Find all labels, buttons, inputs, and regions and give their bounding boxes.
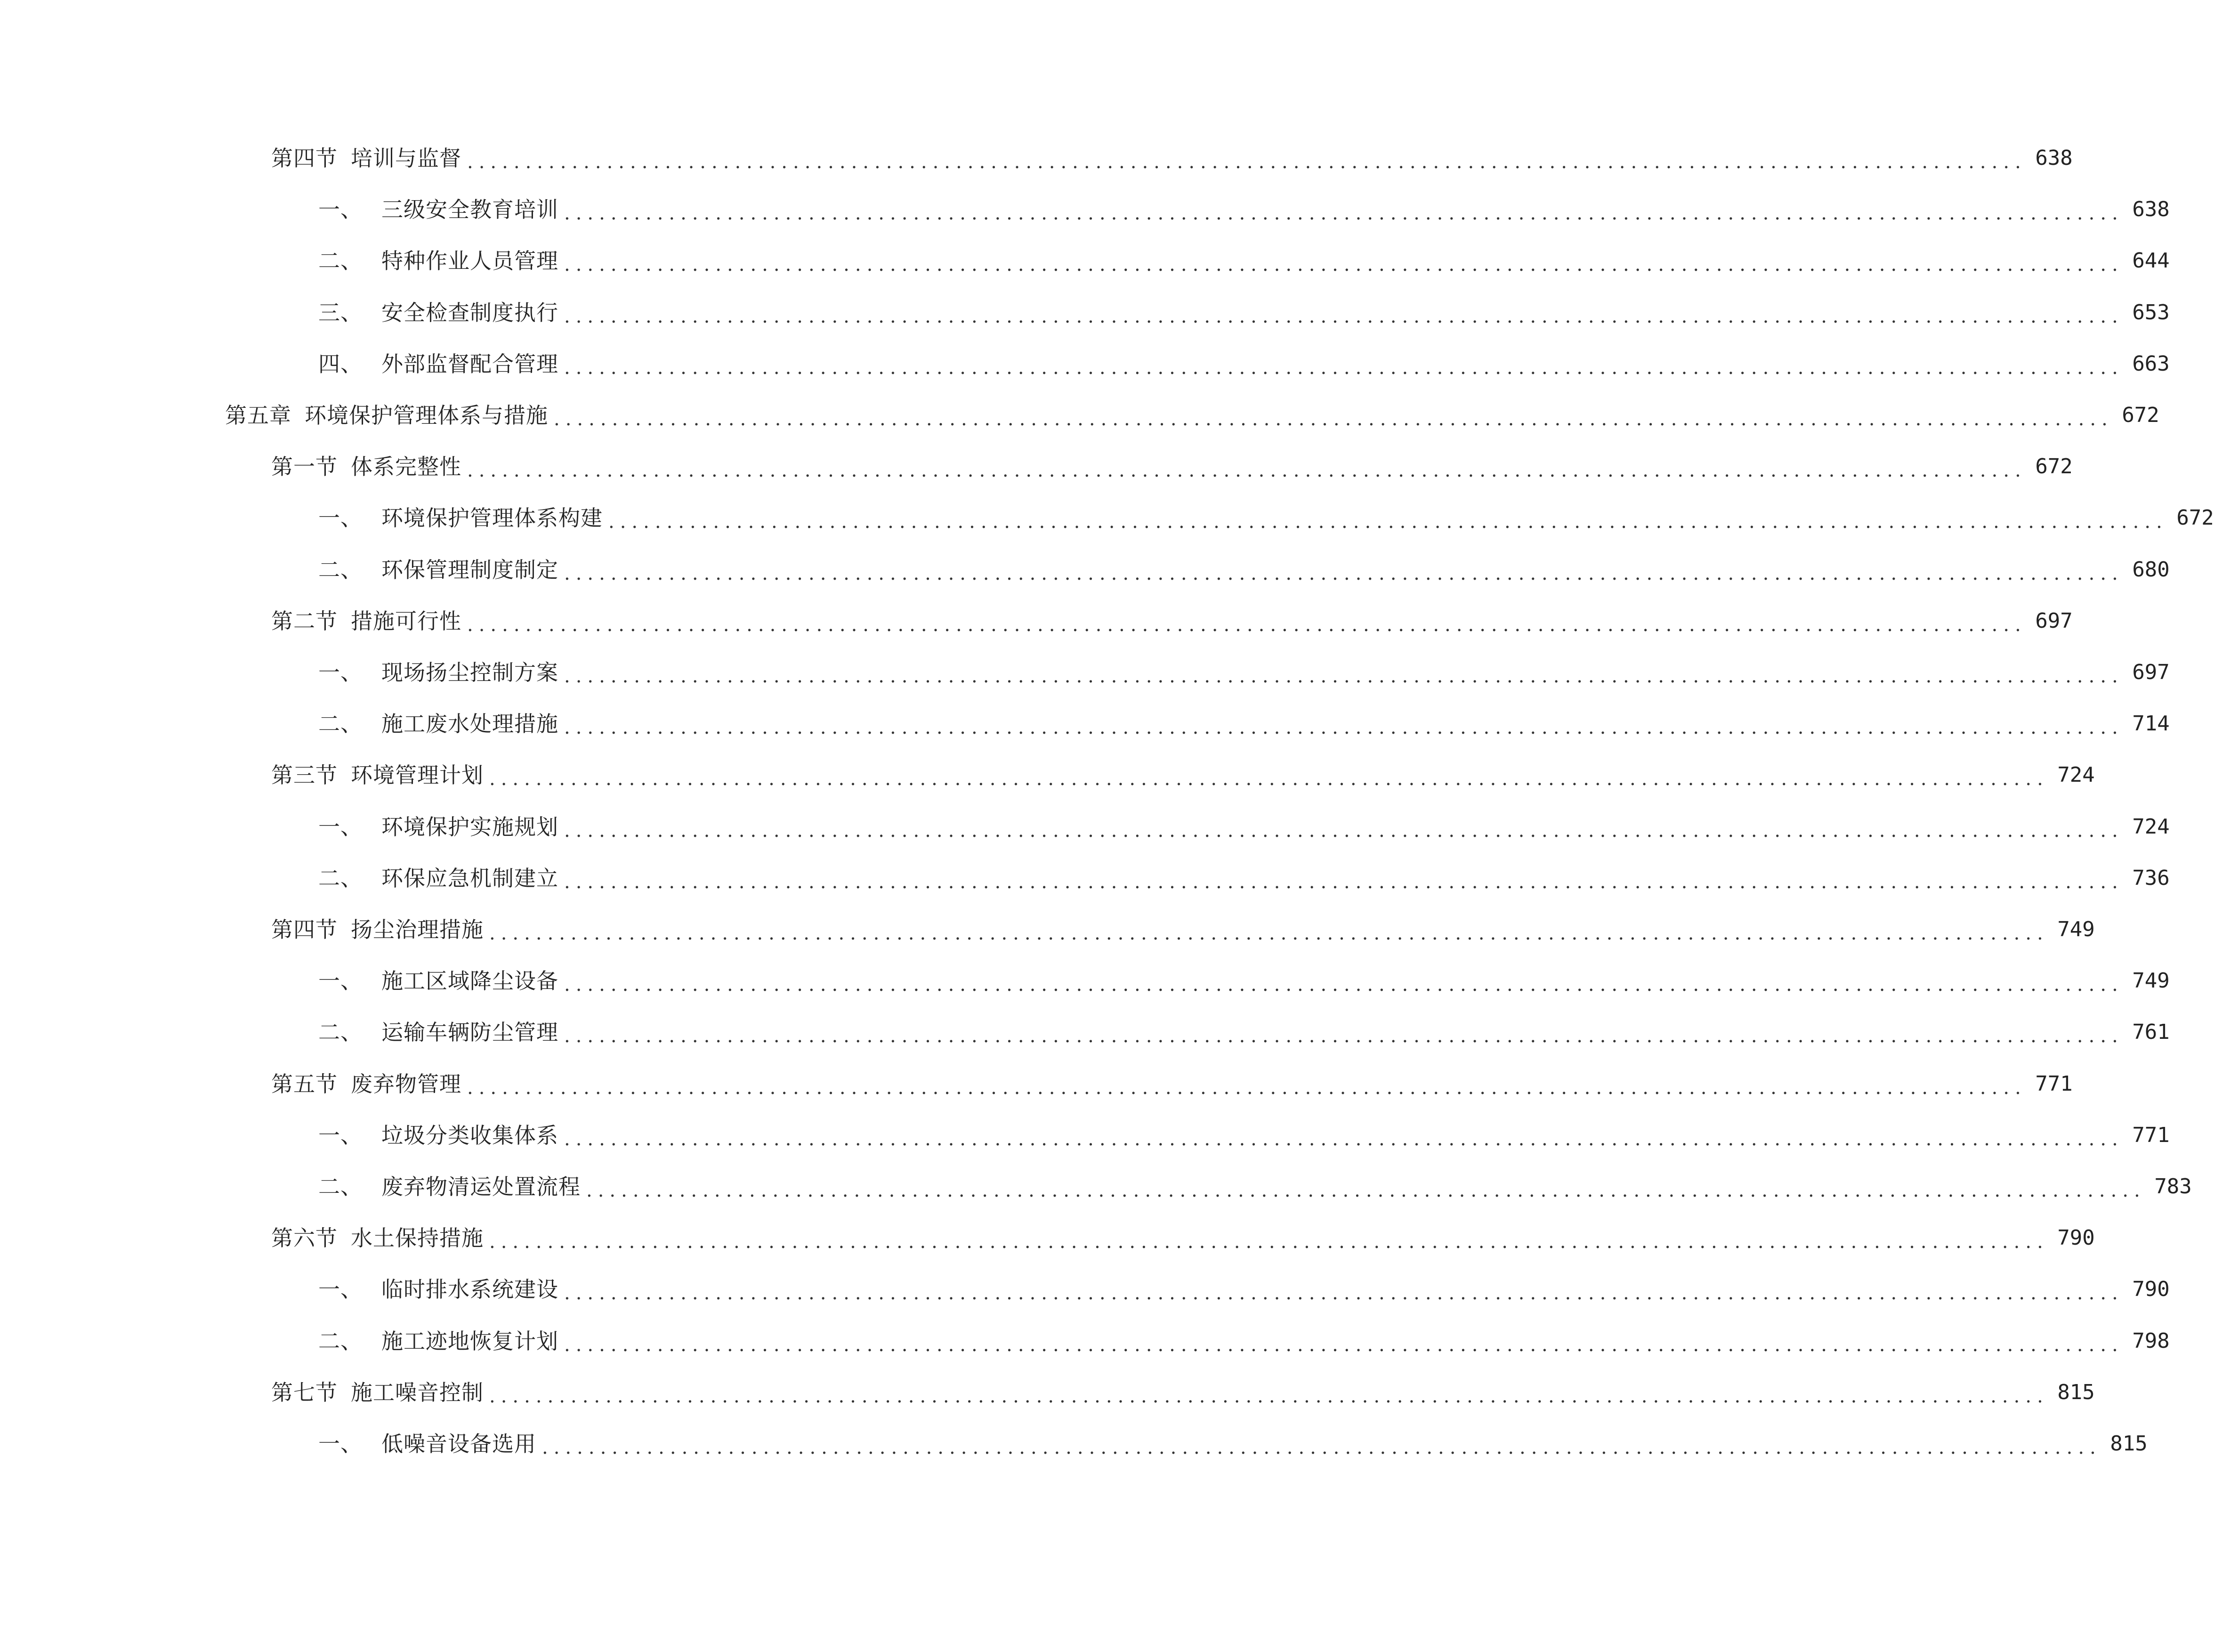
toc-entry-text: 废弃物管理 (351, 1071, 461, 1097)
toc-entry[interactable] (271, 139, 2073, 177)
toc-page-number: 638 (2132, 197, 2170, 221)
toc-leader-dots: ...................................................................................................................................... (467, 460, 2027, 481)
toc-entry-title (318, 962, 558, 1000)
toc-entry-title (318, 499, 603, 537)
toc-entry[interactable] (318, 1168, 2192, 1206)
toc-leader-dots: ...................................................................................................................................... (542, 1437, 2101, 1458)
toc-page-number: 697 (2132, 660, 2170, 684)
toc-entry-number: 二、 (318, 711, 363, 737)
toc-entry[interactable] (318, 705, 2170, 743)
toc-entry-title (318, 242, 558, 280)
toc-page-number: 724 (2132, 815, 2170, 839)
toc-leader-dots: ...................................................................................................................................... (489, 768, 2049, 790)
toc-entry-text: 环境管理计划 (351, 762, 484, 788)
toc-leader-dots: ...................................................................................................................................... (564, 202, 2124, 224)
toc-entry[interactable] (318, 1425, 2148, 1463)
toc-entry-title (318, 1322, 558, 1360)
toc-entry-title (318, 551, 558, 589)
toc-leader-dots: ...................................................................................................................................... (564, 1025, 2124, 1047)
toc-entry[interactable] (318, 1322, 2170, 1360)
toc-entry-text: 垃圾分类收集体系 (381, 1123, 558, 1148)
toc-page-number: 771 (2035, 1072, 2073, 1096)
toc-entry-number: 第五节 (271, 1071, 338, 1097)
toc-page-number: 771 (2132, 1123, 2170, 1147)
toc-entry-number: 第六节 (271, 1225, 338, 1251)
toc-entry[interactable] (271, 1065, 2073, 1103)
toc-page-number: 815 (2057, 1380, 2095, 1404)
toc-leader-dots: ...................................................................................................................................... (564, 306, 2124, 327)
toc-page-number: 714 (2132, 712, 2170, 736)
toc-entry[interactable] (271, 448, 2073, 486)
toc-page-number: 724 (2057, 763, 2095, 787)
toc-entry-number: 二、 (318, 557, 363, 583)
toc-entry[interactable] (225, 397, 2159, 434)
toc-page-number: 749 (2057, 917, 2095, 941)
toc-entry-text: 环境保护管理体系与措施 (305, 403, 548, 428)
toc-entry-number: 第一节 (271, 454, 338, 479)
toc-page-number: 790 (2057, 1226, 2095, 1250)
toc-leader-dots: ...................................................................................................................................... (467, 1077, 2027, 1099)
toc-leader-dots: ...................................................................................................................................... (586, 1180, 2146, 1201)
toc-entry-title (318, 654, 558, 691)
toc-entry[interactable] (318, 962, 2170, 1000)
toc-entry-title (271, 448, 461, 486)
toc-leader-dots: ...................................................................................................................................... (554, 408, 2113, 430)
toc-page-number: 790 (2132, 1277, 2170, 1301)
toc-entry-text: 环境保护实施规划 (381, 814, 558, 840)
toc-entry-text: 施工区域降尘设备 (381, 968, 558, 994)
toc-entry-text: 施工噪音控制 (351, 1380, 484, 1405)
toc-entry-title (271, 602, 461, 640)
toc-entry[interactable] (318, 808, 2170, 846)
toc-entry-number: 二、 (318, 1328, 363, 1354)
toc-entry-text: 环境保护管理体系构建 (381, 505, 603, 531)
toc-entry[interactable] (271, 911, 2095, 948)
toc-entry-title (271, 1065, 461, 1103)
toc-entry-number: 第四节 (271, 146, 338, 171)
toc-page-number: 761 (2132, 1020, 2170, 1044)
toc-entry-text: 外部监督配合管理 (381, 351, 558, 377)
toc-entry[interactable] (318, 1271, 2170, 1308)
toc-entry-text: 临时排水系统建设 (381, 1277, 558, 1302)
toc-page-number: 663 (2132, 352, 2170, 376)
toc-entry-number: 一、 (318, 660, 363, 685)
toc-entry-title (271, 756, 484, 794)
toc-entry-title (318, 1168, 581, 1206)
toc-entry-title (318, 1013, 558, 1051)
toc-entry-text: 环保应急机制建立 (381, 866, 558, 891)
toc-page-number: 749 (2132, 969, 2170, 993)
toc-entry-text: 体系完整性 (351, 454, 461, 479)
toc-leader-dots: ...................................................................................................................................... (564, 665, 2124, 687)
toc-entry-number: 第七节 (271, 1380, 338, 1405)
toc-entry-title (318, 191, 558, 228)
toc-leader-dots: ...................................................................................................................................... (564, 820, 2124, 842)
toc-entry-number: 一、 (318, 505, 363, 531)
toc-entry-number: 二、 (318, 248, 363, 274)
toc-entry[interactable] (271, 756, 2095, 794)
toc-leader-dots: ...................................................................................................................................... (564, 1128, 2124, 1150)
toc-page-number: 815 (2110, 1432, 2148, 1456)
toc-entry-number: 一、 (318, 1277, 363, 1302)
toc-entry-text: 特种作业人员管理 (381, 248, 558, 274)
toc-entry-number: 四、 (318, 351, 363, 377)
toc-leader-dots: ...................................................................................................................................... (564, 974, 2124, 996)
toc-leader-dots: ...................................................................................................................................... (489, 1231, 2049, 1253)
toc-entry-number: 二、 (318, 1020, 363, 1045)
toc-entry[interactable] (318, 242, 2170, 280)
toc-entry-title (271, 139, 461, 177)
toc-entry-title (318, 294, 558, 332)
toc-entry-number: 二、 (318, 866, 363, 891)
toc-page-number: 672 (2035, 454, 2073, 478)
toc-leader-dots: ...................................................................................................................................... (564, 254, 2124, 275)
toc-entry-title (225, 397, 548, 434)
toc-page-number: 672 (2176, 506, 2214, 530)
toc-entry-text: 扬尘治理措施 (351, 917, 484, 942)
toc-entry-number: 第五章 (225, 403, 291, 428)
toc-entry-title (271, 911, 484, 948)
toc-entry-number: 一、 (318, 814, 363, 840)
toc-entry-number: 一、 (318, 1123, 363, 1148)
toc-entry-number: 一、 (318, 1431, 363, 1457)
toc-entry[interactable] (271, 602, 2073, 640)
toc-entry[interactable] (318, 654, 2170, 691)
toc-leader-dots: ...................................................................................................................................... (467, 151, 2027, 173)
toc-entry-text: 施工迹地恢复计划 (381, 1328, 558, 1354)
toc-leader-dots: ...................................................................................................................................... (564, 357, 2124, 379)
toc-entry-text: 安全检查制度执行 (381, 300, 558, 325)
toc-page-number: 697 (2035, 609, 2073, 633)
toc-entry-text: 培训与监督 (351, 146, 461, 171)
toc-entry-text: 措施可行性 (351, 608, 461, 634)
toc-entry[interactable] (318, 551, 2170, 589)
toc-page-number: 653 (2132, 300, 2170, 324)
toc-page-number: 736 (2132, 866, 2170, 890)
toc-entry-title (318, 859, 558, 897)
toc-entry-title (271, 1374, 484, 1411)
toc-entry-title (318, 808, 558, 846)
toc-entry[interactable] (318, 1117, 2170, 1154)
toc-leader-dots: ...................................................................................................................................... (564, 717, 2124, 738)
toc-page-number: 783 (2154, 1174, 2192, 1199)
toc-entry[interactable] (271, 1374, 2095, 1411)
toc-entry[interactable] (318, 1013, 2170, 1051)
toc-leader-dots: ...................................................................................................................................... (489, 1385, 2049, 1407)
toc-entry-text: 施工废水处理措施 (381, 711, 558, 737)
toc-entry-text: 三级安全教育培训 (381, 197, 558, 222)
toc-entry-text: 水土保持措施 (351, 1225, 484, 1251)
toc-entry-title (318, 1425, 536, 1463)
toc-page-number: 680 (2132, 558, 2170, 582)
toc-entry-number: 一、 (318, 968, 363, 994)
toc-entry[interactable] (318, 345, 2170, 383)
toc-entry-number: 第三节 (271, 762, 338, 788)
toc-entry-title (318, 345, 558, 383)
toc-leader-dots: ...................................................................................................................................... (467, 614, 2027, 636)
toc-entry-title (318, 1271, 558, 1308)
toc-entry[interactable] (271, 1219, 2095, 1257)
toc-page-number: 798 (2132, 1329, 2170, 1353)
toc-entry-text: 环保管理制度制定 (381, 557, 558, 583)
toc-leader-dots: ...................................................................................................................................... (564, 871, 2124, 893)
toc-entry-number: 二、 (318, 1174, 363, 1199)
toc-page-number: 638 (2035, 146, 2073, 170)
toc-leader-dots: ...................................................................................................................................... (564, 563, 2124, 584)
toc-leader-dots: ...................................................................................................................................... (608, 511, 2168, 533)
toc-leader-dots: ...................................................................................................................................... (489, 923, 2049, 944)
toc-leader-dots: ...................................................................................................................................... (564, 1282, 2124, 1304)
toc-page-number: 672 (2122, 403, 2159, 427)
toc-entry[interactable] (318, 499, 2214, 537)
toc-page-number: 644 (2132, 249, 2170, 273)
toc-entry-number: 一、 (318, 197, 363, 222)
toc-entry-title (318, 705, 558, 743)
toc-entry[interactable] (318, 294, 2170, 332)
toc-entry-text: 低噪音设备选用 (381, 1431, 536, 1457)
toc-entry-text: 运输车辆防尘管理 (381, 1020, 558, 1045)
toc-entry-text: 现场扬尘控制方案 (381, 660, 558, 685)
toc-entry-number: 第四节 (271, 917, 338, 942)
toc-entry-title (271, 1219, 484, 1257)
toc-leader-dots: ...................................................................................................................................... (564, 1334, 2124, 1356)
toc-entry-number: 三、 (318, 300, 363, 325)
toc-entry[interactable] (318, 191, 2170, 228)
toc-entry[interactable] (318, 859, 2170, 897)
toc-entry-text: 废弃物清运处置流程 (381, 1174, 581, 1199)
toc-entry-title (318, 1117, 558, 1154)
toc-entry-number: 第二节 (271, 608, 338, 634)
